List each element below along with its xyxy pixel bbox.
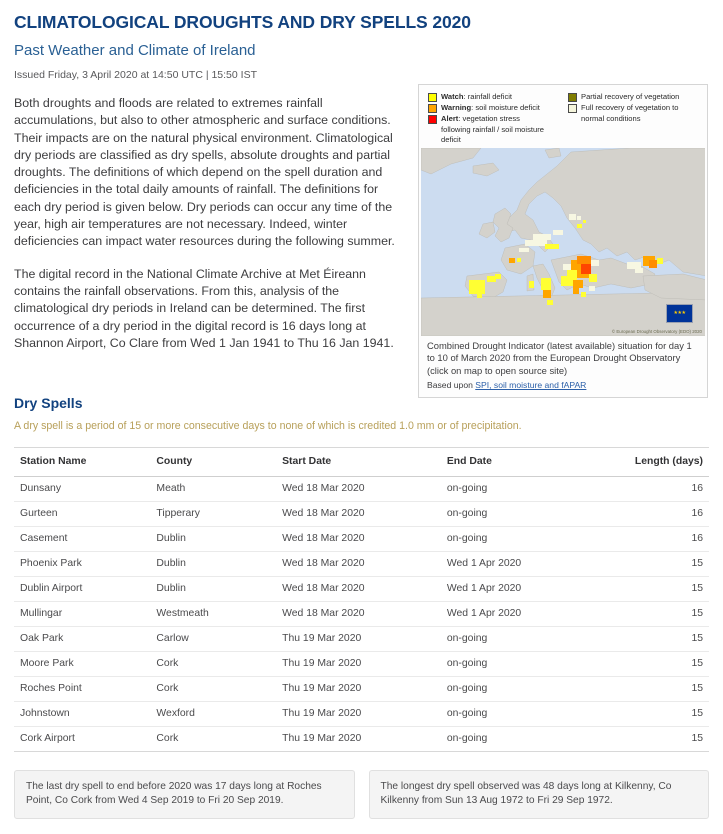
table-row[interactable] — [14, 727, 709, 752]
cell-start-date: Wed 18 Mar 2020 — [276, 527, 441, 552]
legend-swatch-full-recovery-icon — [568, 104, 577, 113]
eu-stars-icon: ★★★ — [673, 310, 686, 317]
legend-item-watch — [428, 92, 560, 102]
legend-label-watch: Watch: rainfall deficit — [441, 92, 513, 101]
column-header-end-date[interactable]: End Date — [441, 448, 629, 477]
cell-county: Cork — [150, 727, 276, 752]
cell-county: Tipperary — [150, 502, 276, 527]
cell-station-name: Dublin Airport — [14, 577, 150, 602]
legend-label-full-recovery: Full recovery of vegetation to — [581, 103, 679, 112]
cell-county: Carlow — [150, 627, 276, 652]
table-row[interactable] — [14, 502, 709, 527]
cell-start-date: Thu 19 Mar 2020 — [276, 702, 441, 727]
cell-end-date: on-going — [441, 702, 629, 727]
cell-length-days: 15 — [629, 627, 709, 652]
legend-label-alert-continued: following rainfall / soil moisture deficit — [441, 125, 544, 144]
intro-text-column — [14, 95, 396, 352]
cell-length-days: 15 — [629, 652, 709, 677]
cell-length-days: 15 — [629, 677, 709, 702]
intro-paragraph-1: Both droughts and floods are related to extremes rainfall accumulations, but also to other atmospheric and surface conditions. Their impacts are on the natural physical environment. Climatological dry periods are classified as dry spells, absolute droughts and partial droughts. The definitions of which depend on the spell duration and deficiencies in the total daily amounts of rainfall. The definitions for each dry period is given below. Dry periods can occur any time of the year, high air temperatures are not necessary. Indeed, winter deficiencies can impact water resources during the following summer. — [14, 96, 395, 249]
cell-end-date: Wed 1 Apr 2020 — [441, 577, 629, 602]
dry-spells-heading: Dry Spells — [14, 395, 83, 411]
cell-county: Cork — [150, 652, 276, 677]
legend-label-warning: Warning: soil moisture deficit — [441, 103, 540, 112]
cell-county: Dublin — [150, 552, 276, 577]
cell-county: Cork — [150, 677, 276, 702]
cell-start-date: Wed 18 Mar 2020 — [276, 552, 441, 577]
cell-length-days: 16 — [629, 477, 709, 502]
intro-paragraph-2: The digital record in the National Climate Archive at Met Éireann contains the rainfall observations. From this, analysis of the climatological dry periods in Ireland can be determined. The first occurrence of a dry period in the digital record is 16 days long at Shannon Airport, Co Clare from Wed 1 Jan 1941 to Thu 16 Jan 1941. — [14, 266, 394, 350]
cell-length-days: 15 — [629, 702, 709, 727]
legend-item-warning — [428, 103, 560, 113]
cell-start-date: Thu 19 Mar 2020 — [276, 652, 441, 677]
drought-map-panel — [418, 84, 708, 398]
page-title: CLIMATOLOGICAL DROUGHTS AND DRY SPELLS 2020 — [14, 12, 471, 32]
source-data-link[interactable]: SPI, soil moisture and fAPAR — [475, 379, 587, 390]
map-caption — [419, 336, 707, 397]
cell-end-date: on-going — [441, 527, 629, 552]
legend-column-right — [568, 92, 700, 144]
legend-label-alert: Alert: vegetation stress — [441, 114, 520, 123]
cell-station-name: Johnstown — [14, 702, 150, 727]
cell-station-name: Dunsany — [14, 477, 150, 502]
cell-station-name: Oak Park — [14, 627, 150, 652]
cell-station-name: Mullingar — [14, 602, 150, 627]
table-row[interactable] — [14, 552, 709, 577]
cell-station-name: Gurteen — [14, 502, 150, 527]
cell-start-date: Thu 19 Mar 2020 — [276, 727, 441, 752]
legend-item-full-recovery — [568, 103, 700, 113]
legend-column-left — [428, 92, 560, 144]
cell-length-days: 15 — [629, 552, 709, 577]
cell-county: Dublin — [150, 577, 276, 602]
table-row[interactable] — [14, 577, 709, 602]
cell-start-date: Wed 18 Mar 2020 — [276, 477, 441, 502]
cell-station-name: Phoenix Park — [14, 552, 150, 577]
dry-spells-table — [14, 447, 709, 752]
legend-swatch-watch-icon — [428, 93, 437, 102]
intro-and-map — [14, 92, 709, 395]
note-last-dry-spell: The last dry spell to end before 2020 was 17 days long at Roches Point, Co Cork from Wed 4 Sep 2019 to Fri 20 Sep 2019. — [14, 770, 355, 819]
cell-end-date: on-going — [441, 477, 629, 502]
cell-end-date: Wed 1 Apr 2020 — [441, 552, 629, 577]
column-header-length-days[interactable]: Length (days) — [629, 448, 709, 477]
legend-swatch-alert-icon — [428, 115, 437, 124]
table-row[interactable] — [14, 702, 709, 727]
legend-swatch-partial-recovery-icon — [568, 93, 577, 102]
europe-map-graphic — [421, 148, 705, 336]
europe-drought-map[interactable] — [421, 148, 705, 336]
column-header-county[interactable]: County — [150, 448, 276, 477]
cell-station-name: Roches Point — [14, 677, 150, 702]
cell-station-name: Cork Airport — [14, 727, 150, 752]
cell-county: Wexford — [150, 702, 276, 727]
map-caption-text: Combined Drought Indicator (latest available) situation for day 1 to 10 of March 2020 from the European Drought Observatory (click on map to open source site) — [427, 340, 692, 376]
dry-spells-description: A dry spell is a period of 15 or more consecutive days to none of which is credited 1.0 mm or of precipitation. — [14, 420, 522, 432]
cell-length-days: 16 — [629, 502, 709, 527]
table-body — [14, 477, 709, 752]
cell-start-date: Wed 18 Mar 2020 — [276, 602, 441, 627]
note-longest-dry-spell: The longest dry spell observed was 48 days long at Kilkenny, Co Kilkenny from Sun 13 Aug 1972 to Fri 29 Sep 1972. — [369, 770, 710, 819]
table-row[interactable] — [14, 527, 709, 552]
cell-station-name: Moore Park — [14, 652, 150, 677]
cell-end-date: on-going — [441, 627, 629, 652]
cell-length-days: 15 — [629, 727, 709, 752]
table-row[interactable] — [14, 477, 709, 502]
legend-swatch-warning-icon — [428, 104, 437, 113]
column-header-start-date[interactable]: Start Date — [276, 448, 441, 477]
cell-county: Dublin — [150, 527, 276, 552]
cell-start-date: Thu 19 Mar 2020 — [276, 677, 441, 702]
column-header-station-name[interactable]: Station Name — [14, 448, 150, 477]
table-row[interactable] — [14, 652, 709, 677]
cell-county: Westmeath — [150, 602, 276, 627]
map-legend — [419, 85, 707, 148]
cell-end-date: on-going — [441, 502, 629, 527]
cell-start-date: Wed 18 Mar 2020 — [276, 502, 441, 527]
table-row[interactable] — [14, 627, 709, 652]
cell-length-days: 15 — [629, 577, 709, 602]
page-subtitle: Past Weather and Climate of Ireland — [14, 42, 256, 59]
legend-label-partial-recovery: Partial recovery of vegetation — [581, 92, 680, 101]
cell-length-days: 15 — [629, 602, 709, 627]
legend-item-alert — [428, 114, 560, 124]
issued-timestamp: Issued Friday, 3 April 2020 at 14:50 UTC | 15:50 IST — [14, 69, 257, 81]
legend-label-full-recovery-continued: normal conditions — [581, 114, 641, 123]
cell-county: Meath — [150, 477, 276, 502]
map-credit-text: © European Drought Observatory (EDO) 2020 — [611, 329, 702, 335]
table-header-row — [14, 448, 709, 477]
footer-notes — [14, 770, 709, 819]
cell-length-days: 16 — [629, 527, 709, 552]
table-row[interactable] — [14, 677, 709, 702]
cell-start-date: Thu 19 Mar 2020 — [276, 627, 441, 652]
map-source-line — [427, 379, 700, 391]
cell-end-date: Wed 1 Apr 2020 — [441, 602, 629, 627]
cell-start-date: Wed 18 Mar 2020 — [276, 577, 441, 602]
cell-end-date: on-going — [441, 727, 629, 752]
cell-end-date: on-going — [441, 652, 629, 677]
cell-station-name: Casement — [14, 527, 150, 552]
table-row[interactable] — [14, 602, 709, 627]
legend-item-partial-recovery — [568, 92, 700, 102]
based-upon-label: Based upon — [427, 379, 476, 390]
eu-flag-logo-icon — [666, 304, 693, 323]
cell-end-date: on-going — [441, 677, 629, 702]
